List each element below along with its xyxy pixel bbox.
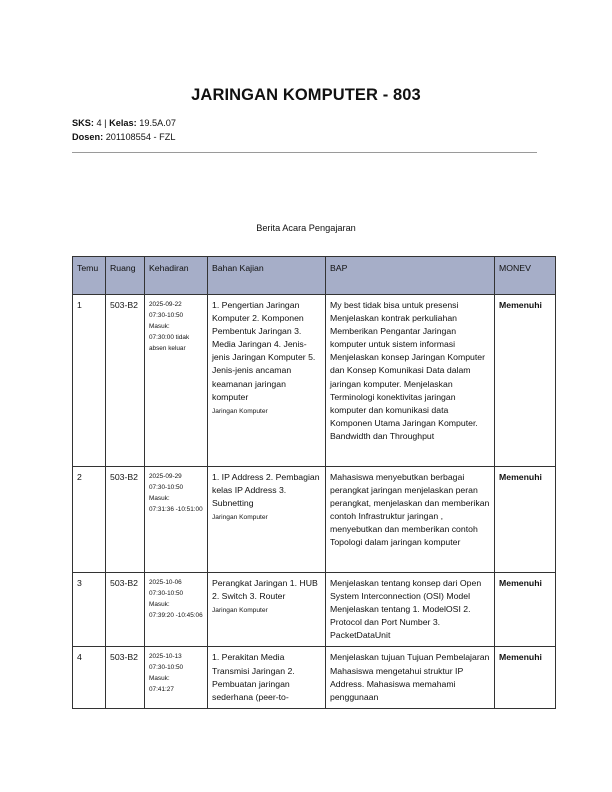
cell-temu: 4 [73, 647, 106, 708]
session-time: 07:30-10:50 [149, 590, 184, 597]
session-date: 2025-09-22 [149, 301, 182, 308]
dosen-value: 201108554 - FZL [103, 132, 176, 142]
sks-label: SKS: [72, 118, 94, 128]
check-in-label: Masuk: [149, 323, 170, 330]
course-tag: Jaringan Komputer [212, 514, 268, 522]
check-in-label: Masuk: [149, 675, 170, 683]
check-in-label: Masuk: [149, 495, 170, 502]
topic-text: Perangkat Jaringan 1. HUB 2. Switch 3. Router [212, 578, 318, 602]
table-row [73, 467, 556, 573]
cell-monev: Memenuhi [495, 573, 556, 647]
table-row [73, 295, 556, 467]
header-monev: MONEV [495, 257, 556, 295]
cell-bahan-kajian [208, 467, 326, 573]
session-date: 2025-10-13 [149, 653, 182, 661]
check-in-label: Masuk: [149, 601, 170, 608]
session-date: 2025-10-06 [149, 579, 182, 586]
cell-temu: 3 [73, 573, 106, 647]
cell-ruang: 503-B2 [106, 573, 145, 647]
course-info [72, 118, 176, 128]
cell-bap: My best tidak bisa untuk presensi Menjelaskan kontrak perkuliahan Memberikan Pengantar Jaringan komputer untuk sistem informasi Menjelaskan konsep Jaringan Komputer dan Konsep Komunikasi Data dalam jaringan komputer. Menjelaskan Terminologi konektivitas jaringan komputer dan komunikasi data Komponen Utama Jaringan Komputer. Bandwidth dan Throughput [326, 295, 495, 467]
topic-text: 1. Perakitan Media Transmisi Jaringan 2. Pembuatan jaringan sederhana (peer-to- [212, 652, 295, 702]
header-ruang: Ruang [106, 257, 145, 295]
topic-text: 1. IP Address 2. Pembagian kelas IP Address 3. Subnetting [212, 472, 320, 509]
header-bahan-kajian: Bahan Kajian [208, 257, 326, 295]
kelas-label: Kelas: [109, 118, 137, 128]
check-in-time: 07:41:27 [149, 686, 174, 694]
cell-ruang: 503-B2 [106, 647, 145, 708]
table-row [73, 647, 556, 708]
header-temu: Temu [73, 257, 106, 295]
cell-kehadiran [145, 573, 208, 647]
cell-monev: Memenuhi [495, 467, 556, 573]
header-bap: BAP [326, 257, 495, 295]
cell-temu: 2 [73, 467, 106, 573]
check-in-time: 07:39:20 -10:45:06 [149, 612, 203, 619]
cell-kehadiran [145, 647, 208, 708]
cell-bahan-kajian [208, 295, 326, 467]
header-kehadiran: Kehadiran [145, 257, 208, 295]
check-in-time: 07:31:36 -10:51:00 [149, 506, 203, 513]
session-date: 2025-09-29 [149, 473, 182, 480]
dosen-label: Dosen: [72, 132, 104, 142]
topic-text: 1. Pengertian Jaringan Komputer 2. Komponen Pembentuk Jaringan 3. Media Jaringan 4. Jenis-jenis Jaringan Komputer 5. Jenis-jenis ancaman keamanan jaringan komputer [212, 300, 316, 402]
table-caption: Berita Acara Pengajaran [256, 223, 356, 233]
course-tag: Jaringan Komputer [212, 607, 268, 615]
cell-monev: Memenuhi [495, 647, 556, 708]
lecturer-info [72, 132, 176, 142]
course-tag: Jaringan Komputer [212, 407, 268, 415]
cell-kehadiran [145, 467, 208, 573]
cell-bap: Menjelaskan tentang konsep dari Open System Interconnection (OSI) Model Menjelaskan tentang 1. ModelOSI 2. Protocol dan Port Number 3. PacketDataUnit [326, 573, 495, 647]
cell-monev: Memenuhi [495, 295, 556, 467]
table-header-row [73, 257, 556, 295]
table-row [73, 573, 556, 647]
cell-ruang: 503-B2 [106, 295, 145, 467]
session-time: 07:30-10:50 [149, 484, 184, 491]
header-divider [72, 152, 537, 153]
cell-temu: 1 [73, 295, 106, 467]
teaching-record-table [72, 256, 556, 709]
session-time: 07:30-10:50 [149, 312, 184, 319]
cell-bahan-kajian [208, 647, 326, 708]
cell-bap: Menjelaskan tujuan Tujuan Pembelajaran Mahasiswa mengetahui struktur IP Address. Mahasiswa memahami penggunaan [326, 647, 495, 708]
kelas-value: 19.5A.07 [136, 118, 177, 128]
sks-value: 4 | [93, 118, 110, 128]
cell-kehadiran [145, 295, 208, 467]
session-time: 07:30-10:50 [149, 664, 184, 672]
check-in-time: 07:30:00 tidak absen keluar [149, 334, 190, 352]
cell-bap: Mahasiswa menyebutkan berbagai perangkat jaringan menjelaskan peran perangkat, menjelaskan dan memberikan contoh Infrastruktur jaringan , menyebutkan dan memberikan contoh Topologi dalam jaringan komputer [326, 467, 495, 573]
cell-bahan-kajian [208, 573, 326, 647]
cell-ruang: 503-B2 [106, 467, 145, 573]
document-title: JARINGAN KOMPUTER - 803 [191, 86, 421, 104]
